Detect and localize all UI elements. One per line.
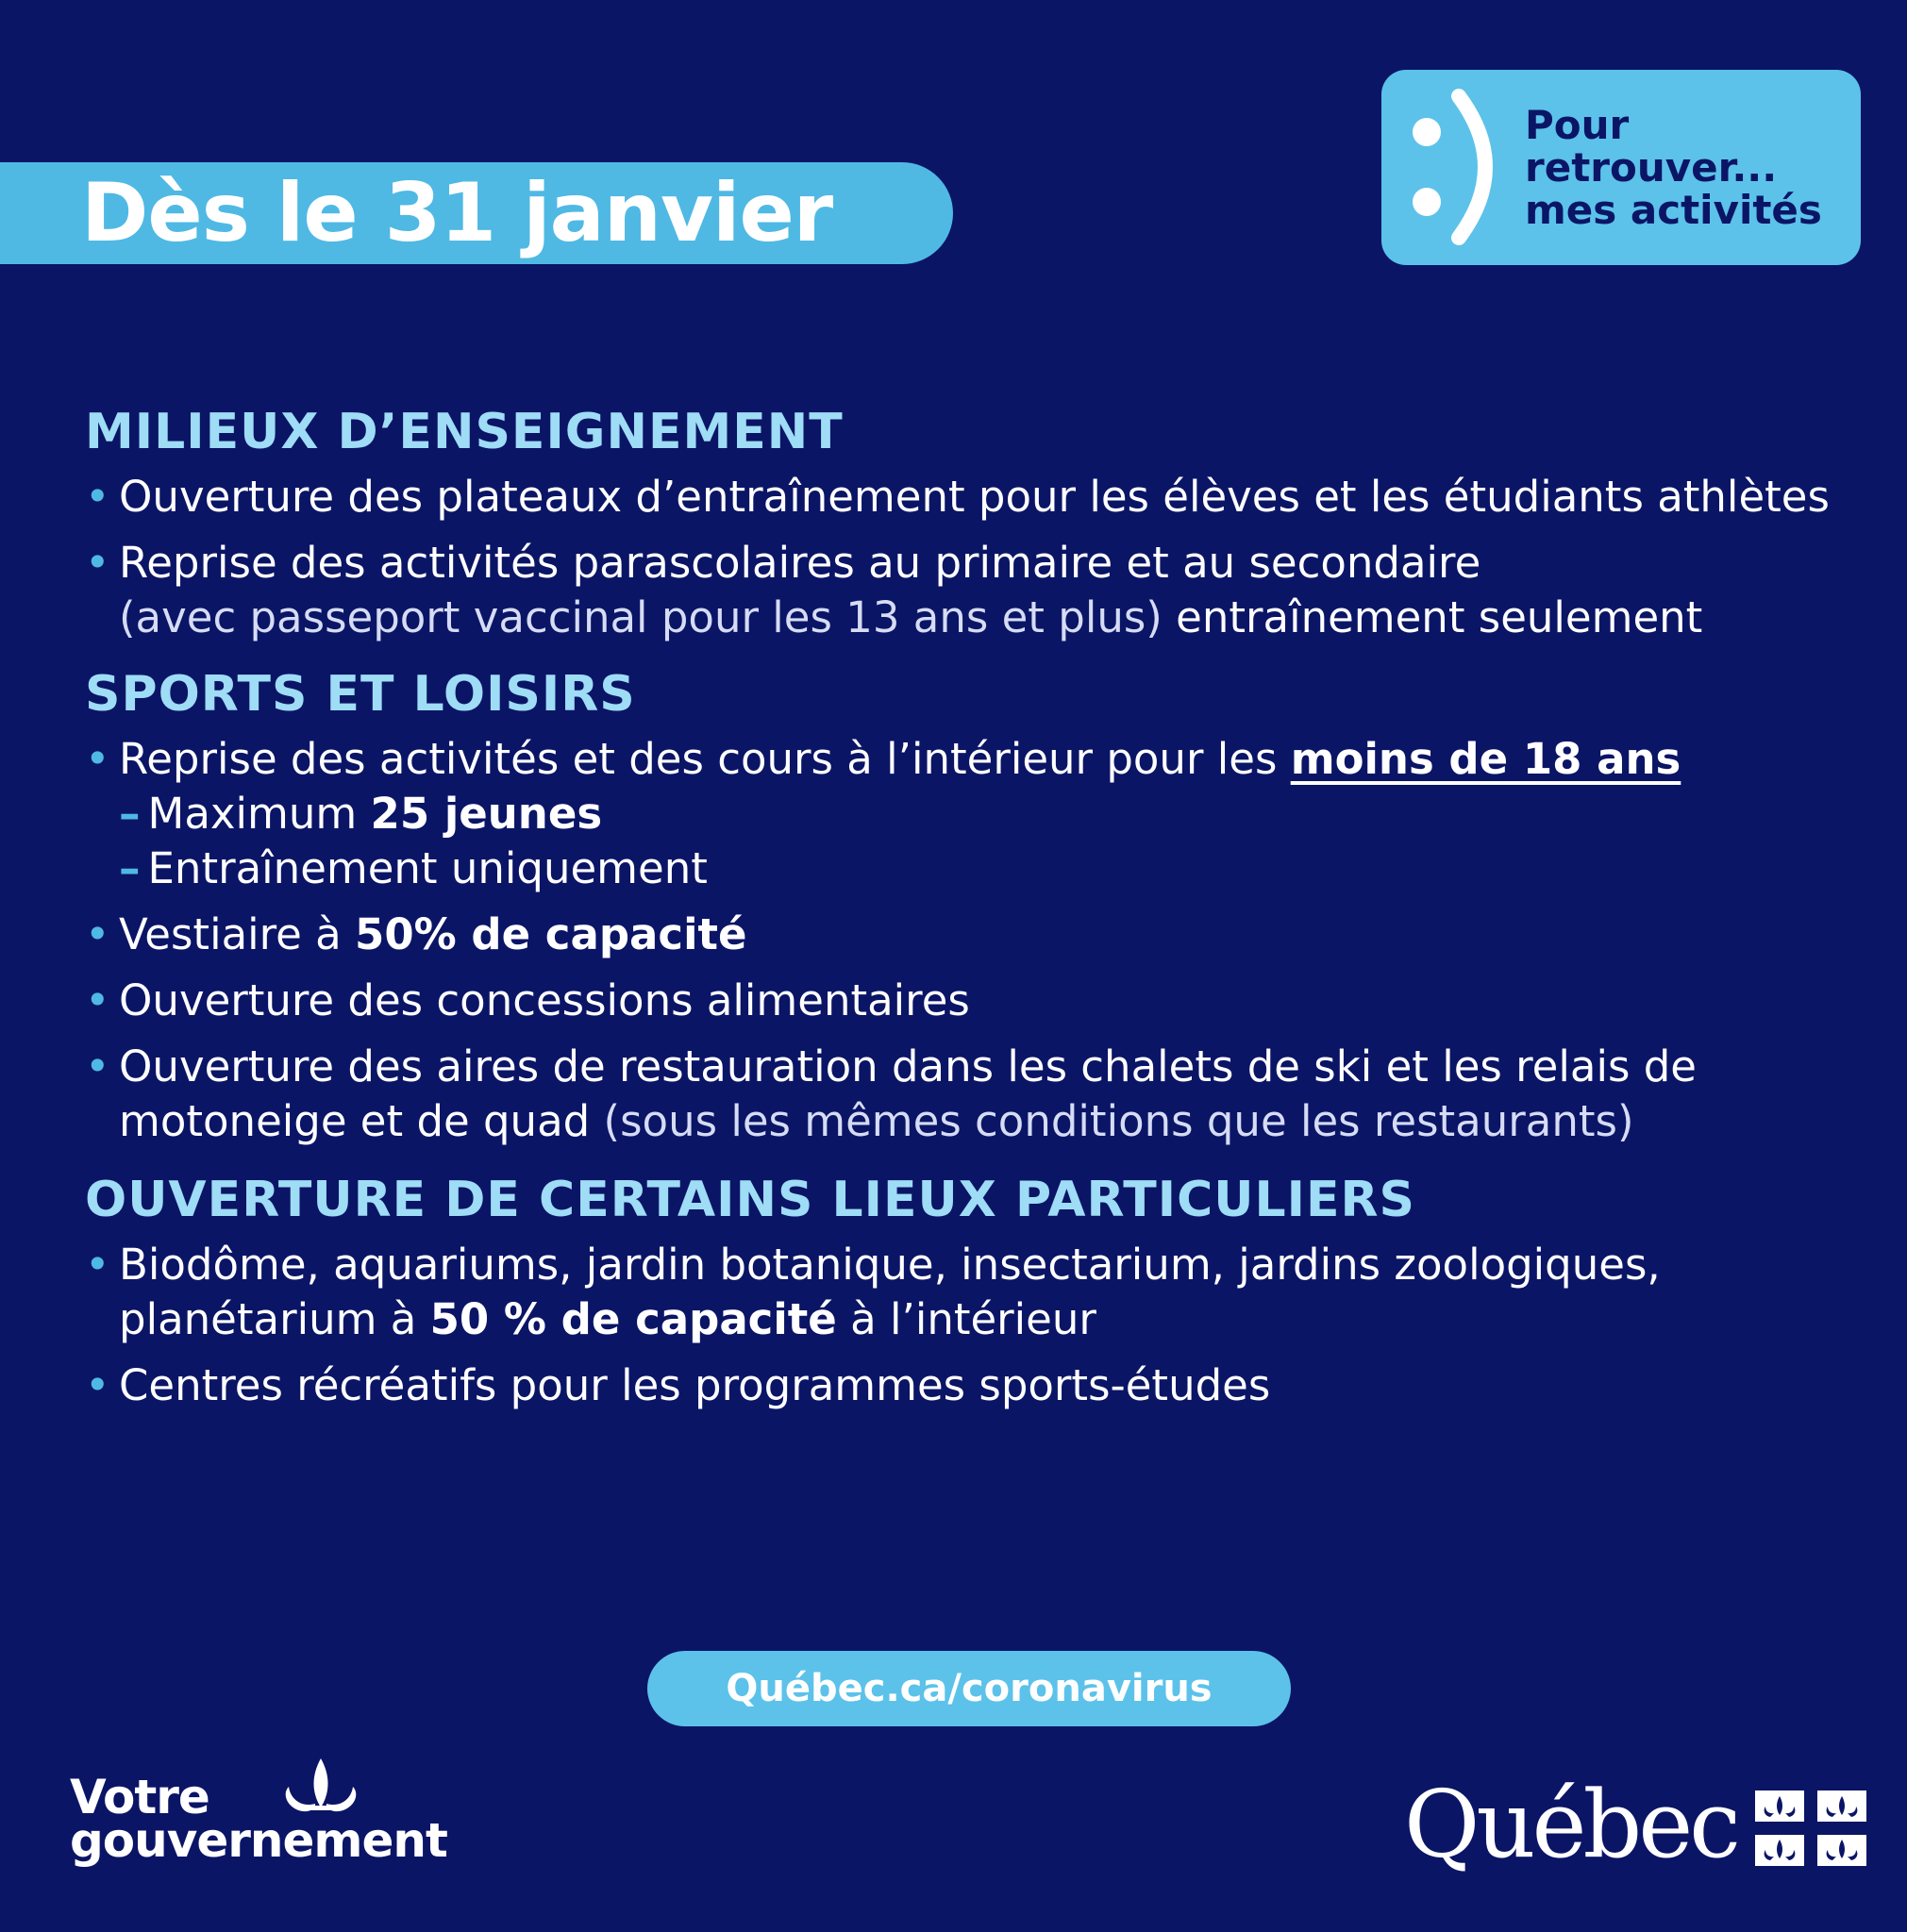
date-banner — [0, 162, 953, 264]
badge-line-2: retrouver... — [1525, 144, 1778, 191]
item-bold: 50 % de capacité — [429, 1294, 837, 1344]
list-item — [85, 1040, 1742, 1149]
votre-gouvernement-logo — [70, 1755, 485, 1877]
item-text: Reprise des activités parascolaires au primaire et au secondaire — [119, 538, 1481, 588]
coronavirus-link[interactable]: Québec.ca/coronavirus — [647, 1651, 1291, 1726]
item-underline: moins de 18 ans — [1290, 734, 1681, 784]
section-title-lieux: OUVERTURE DE CERTAINS LIEUX PARTICULIERS — [85, 1172, 1415, 1228]
list-item — [85, 1358, 1878, 1413]
gov-line-2: gouvernement — [70, 1813, 447, 1868]
item-text: Ouverture des concessions alimentaires — [119, 975, 970, 1025]
item-note: (avec passeport vaccinal pour les 13 ans et plus) — [119, 592, 1163, 642]
bullet-list-lieux — [85, 1238, 1878, 1413]
bullet-list-enseignement — [85, 470, 1878, 645]
item-text: Centres récréatifs pour les programmes sports-études — [119, 1360, 1271, 1410]
list-item — [85, 908, 1878, 962]
dash-icon: – — [119, 843, 141, 893]
item-tail: à l’intérieur — [836, 1294, 1096, 1344]
sub-item-text: Maximum — [147, 789, 371, 839]
sub-item — [119, 787, 1878, 841]
quebec-logo — [1404, 1774, 1866, 1887]
item-text: Reprise des activités et des cours à l’intérieur pour les — [119, 734, 1291, 784]
main-content — [85, 404, 1878, 1424]
sub-item — [119, 841, 1878, 896]
item-note: (sous les mêmes conditions que les restaurants) — [603, 1096, 1634, 1146]
list-item — [85, 536, 1878, 645]
gov-logo-text — [70, 1770, 447, 1868]
badge-text — [1525, 104, 1822, 231]
sub-item-text: Entraînement uniquement — [147, 843, 708, 893]
dash-icon: – — [119, 789, 141, 839]
badge-line-1: Pour — [1525, 102, 1630, 148]
section-title-sports: SPORTS ET LOISIRS — [85, 666, 636, 723]
section-title-enseignement: MILIEUX D’ENSEIGNEMENT — [85, 404, 844, 460]
list-item — [85, 1238, 1878, 1347]
item-text: Biodôme, aquariums, jardin botanique, insectarium, jardins zoologiques, planétarium à — [119, 1240, 1661, 1344]
list-item — [85, 732, 1878, 896]
list-item — [85, 470, 1878, 525]
item-text: Ouverture des aires de restauration dans les chalets de ski et les relais de motoneige et de quad — [119, 1041, 1697, 1146]
smiley-icon — [1391, 70, 1523, 265]
badge-line-3: mes activités — [1525, 187, 1822, 233]
item-tail: entraînement seulement — [1162, 592, 1703, 642]
item-text: Ouverture des plateaux d’entraînement pour les élèves et les étudiants athlètes — [119, 472, 1830, 522]
date-banner-text: Dès le 31 janvier — [81, 166, 833, 260]
quebec-wordmark: Québec — [1404, 1772, 1738, 1879]
item-text: Vestiaire à — [119, 909, 356, 959]
fleur-de-lys-icon — [274, 1755, 368, 1821]
list-item — [85, 974, 1878, 1028]
activities-badge — [1381, 70, 1861, 265]
quebec-flag-icon — [1755, 1790, 1866, 1866]
item-bold: 50% de capacité — [355, 909, 747, 959]
bullet-list-sports — [85, 732, 1878, 1149]
sub-item-bold: 25 jeunes — [370, 789, 603, 839]
gov-line-1: Votre — [70, 1770, 209, 1824]
